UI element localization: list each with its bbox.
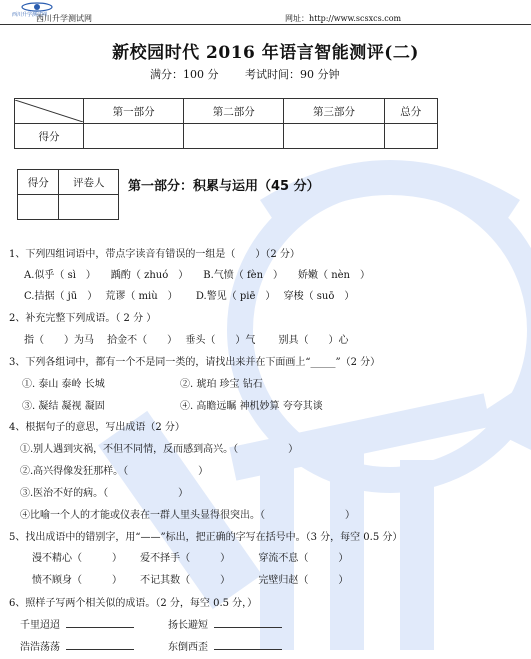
section1-title: 第一部分：积累与运用（45 分） <box>128 179 320 194</box>
full-score: 满分：100 分 <box>150 68 219 81</box>
score-cell[interactable] <box>384 124 437 149</box>
grader-box <box>17 169 119 220</box>
q3-option-4: ④. 高瞻远瞩 神机妙算 夸夸其谈 <box>180 401 323 412</box>
grader-score-label: 得分 <box>18 170 59 195</box>
score-cell[interactable] <box>84 124 184 149</box>
q4-item-3: ③.医治不好的病。（ ） <box>20 488 189 499</box>
grader-score-cell[interactable] <box>18 195 59 220</box>
question-5: 5、找出成语中的错别字，用“——”标出，把正确的字写在括号中。（3 分，每空 0.5 分） <box>9 532 403 543</box>
page-title: 新校园时代 2016 年语言智能测评(二) <box>112 43 419 63</box>
question-2: 2、补充完整下列成语。（ 2 分 ） <box>9 313 157 324</box>
score-row-label: 得分 <box>15 124 84 149</box>
answer-blank[interactable] <box>214 617 282 628</box>
q3-option-2: ②. 琥珀 珍宝 钻石 <box>180 379 263 390</box>
header-total: 总分 <box>384 99 437 124</box>
grader-cell[interactable] <box>59 195 119 220</box>
answer-blank[interactable] <box>214 639 282 650</box>
q6-example-4-label: 东倒西歪 <box>168 642 208 653</box>
header-divider <box>0 24 531 25</box>
q1-options-cd: C.拮据（ jū ） 荒谬（ miù ） D.警见（ piē ） 穿梭（ suō ） <box>24 291 355 302</box>
q3-option-3: ③. 凝结 凝视 凝固 <box>22 401 105 412</box>
diagonal-cell <box>15 99 84 124</box>
q1-options-ab: A.似乎（ sì ） 踽酌（ zhuó ） B.气愤（ fèn ） 娇嫩（ nèn ） <box>24 270 371 281</box>
score-table-header <box>15 99 438 124</box>
question-3: 3、下列各组词中，都有一个不是同一类的，请找出来并在下面画上“_____”（2 分） <box>9 357 381 368</box>
q4-item-2: ②.高兴得像发狂那样。（ ） <box>20 466 209 477</box>
score-cell[interactable] <box>184 124 284 149</box>
question-1: 1、下列四组词语中，带点字读音有错误的一组是（ ）（2 分） <box>9 249 300 260</box>
question-6: 6、照样子写两个相关似的成语。（2 分，每空 0.5 分，） <box>9 598 258 609</box>
q6-example-1-label: 千里迢迢 <box>20 620 60 631</box>
score-cell[interactable] <box>284 124 384 149</box>
grader-label: 评卷人 <box>59 170 119 195</box>
site-url[interactable]: 网址：http://www.scsxcs.com <box>285 14 402 23</box>
q6-example-1 <box>20 616 134 631</box>
page-header <box>8 2 523 24</box>
q6-example-2 <box>168 616 282 631</box>
q6-example-3 <box>20 638 134 653</box>
q5-row-1: 漫不精心（ ） 爱不择手（ ） 穿流不息（ ） <box>32 553 349 564</box>
q5-row-2: 愤不顾身（ ） 不记其数（ ） 完壁归赵（ ） <box>32 575 349 586</box>
score-row <box>15 124 438 149</box>
answer-blank[interactable] <box>66 639 134 650</box>
q6-example-4 <box>168 638 282 653</box>
score-table <box>14 98 438 149</box>
q2-blanks: 指（ ）为马 拾金不（ ） 垂头（ ）气 别具（ ）心 <box>24 335 349 346</box>
logo-text: 西川升学测试网 <box>12 12 48 18</box>
q6-example-2-label: 扬长避短 <box>168 620 208 631</box>
exam-time: 考试时间：90 分钟 <box>245 68 340 81</box>
site-name: 西川升学测试网 <box>36 14 92 23</box>
question-4: 4、根据句子的意思，写出成语（2 分） <box>9 422 185 433</box>
header-part2: 第二部分 <box>184 99 284 124</box>
q6-example-3-label: 浩浩荡荡 <box>20 642 60 653</box>
q4-item-4: ④比喻一个人的才能或仪表在一群人里头显得很突出。（ ） <box>20 510 355 521</box>
header-part1: 第一部分 <box>84 99 184 124</box>
answer-blank[interactable] <box>66 617 134 628</box>
q4-item-1: ①.别人遇到灾祸，不但不同情，反而感到高兴。（ ） <box>20 444 299 455</box>
q3-option-1: ①. 泰山 泰岭 长城 <box>22 379 105 390</box>
header-part3: 第三部分 <box>284 99 384 124</box>
